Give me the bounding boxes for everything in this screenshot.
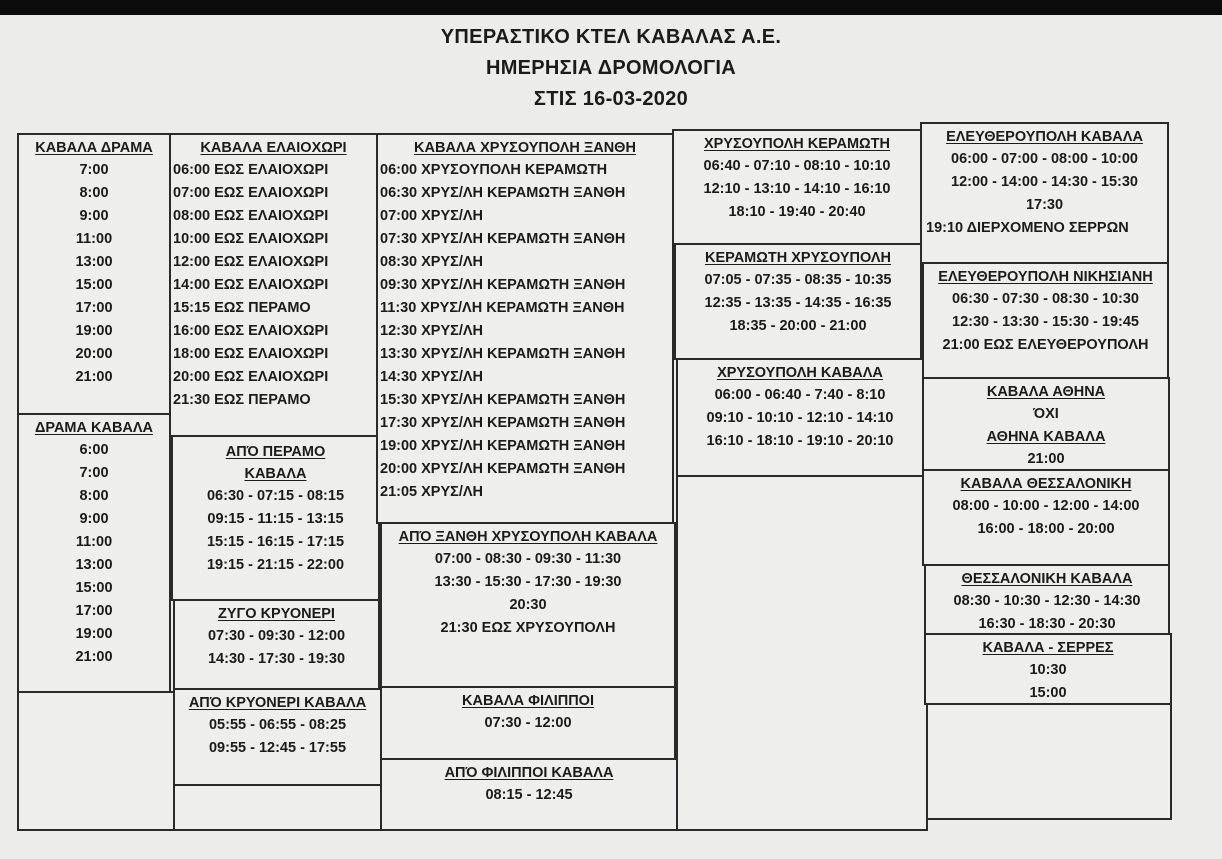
kavala-thessaloniki-section: [922, 469, 1170, 566]
section-title: ΚΕΡΑΜΩΤΗ ΧΡΥΣΟΥΠΟΛΗ: [704, 250, 892, 266]
section-title: ΑΠΌ ΦΙΛΙΠΠΟΙ ΚΑΒΑΛΑ: [444, 765, 614, 781]
empty-cell: [926, 703, 1172, 820]
time-list: 7:00 8:00 9:00 11:00 13:00 15:00 17:00 19:00 20:00 21:00: [75, 162, 113, 385]
company-name: ΥΠΕΡΑΣΤΙΚΟ ΚΤΕΛ ΚΑΒΑΛΑΣ Α.Ε.: [440, 26, 782, 48]
empty-cell: [17, 691, 175, 831]
document-title: ΗΜΕΡΗΣΙΑ ΔΡΟΜΟΛΟΓΙΑ: [485, 57, 737, 79]
krioneri-kavala-section: [173, 688, 382, 786]
section-title: ΚΑΒΑΛΑ ΘΕΣΣΑΛΟΝΙΚΗ: [960, 476, 1132, 492]
empty-cell: [173, 784, 382, 831]
time-list: 08:15 - 12:45: [485, 787, 573, 803]
drama-kavala-section: [17, 413, 171, 693]
kavala-drama-section: [17, 133, 171, 415]
section-title: ΔΡΑΜΑ ΚΑΒΑΛΑ: [34, 420, 154, 436]
time-list: 06:00 - 07:00 - 08:00 - 10:00 12:00 - 14:00 - 14:30 - 15:30 17:30: [951, 151, 1138, 213]
time-list: 6:00 7:00 8:00 9:00 11:00 13:00 15:00 17:00 19:00 21:00: [75, 442, 113, 665]
time-list: 08:00 - 10:00 - 12:00 - 14:00 16:00 - 18:00 - 20:00: [952, 498, 1140, 537]
time-list: 07:05 - 07:35 - 08:35 - 10:35 12:35 - 13:35 - 14:35 - 16:35 18:35 - 20:00 - 21:00: [704, 272, 892, 334]
time-value: 21:00: [1027, 451, 1065, 467]
section-title: ΚΑΒΑΛΑ ΔΡΑΜΑ: [35, 140, 153, 156]
zygo-krioneri-section: [173, 599, 380, 690]
section-subtitle: ΚΑΒΑΛΑ: [244, 466, 307, 482]
section-title: ΚΑΒΑΛΑ ΑΘΗΝΑ: [986, 384, 1106, 400]
section-title: ΑΠΌ ΠΕΡΑΜΟ: [225, 444, 326, 460]
peramo-kavala-section: [171, 435, 380, 601]
empty-cell: [676, 475, 928, 831]
keramoti-chrysoupoli-section: [674, 243, 922, 360]
section-title: ΚΑΒΑΛΑ ΧΡΥΣΟΥΠΟΛΗ ΞΑΝΘΗ: [414, 140, 636, 156]
section-title: ΕΛΕΥΘΕΡΟΥΠΟΛΗ ΚΑΒΑΛΑ: [946, 129, 1143, 145]
time-list: 05:55 - 06:55 - 08:25 09:55 - 12:45 - 17:55: [208, 717, 347, 756]
departure-list: 06:00 ΕΩΣ ΕΛΑΙΟΧΩΡΙ 07:00 ΕΩΣ ΕΛΑΙΟΧΩΡΙ 08:00 ΕΩΣ ΕΛΑΙΟΧΩΡΙ 10:00 ΕΩΣ ΕΛΑΙΟΧΩΡΙ 12:00 ΕΩΣ ΕΛΑΙΟΧΩΡΙ 14:00 ΕΩΣ ΕΛΑΙΟΧΩΡΙ 15:15 ΕΩΣ ΠΕΡΑΜΟ 16:00 ΕΩΣ ΕΛΑΙΟΧΩΡΙ 18:00 ΕΩΣ ΕΛΑΙΟΧΩΡΙ 20:00 ΕΩΣ ΕΛΑΙΟΧΩΡΙ 21:30 ΕΩΣ ΠΕΡΑΜΟ: [173, 162, 329, 408]
time-list: 06:00 - 06:40 - 7:40 - 8:10 09:10 - 10:10 - 12:10 - 14:10 16:10 - 18:10 - 19:10 - 20:10: [706, 387, 894, 449]
filippoi-kavala-section: [380, 758, 678, 831]
section-title: ΚΑΒΑΛΑ - ΣΕΡΡΕΣ: [982, 640, 1114, 656]
time-list: 07:30 - 12:00: [484, 715, 572, 731]
section-title: ΑΠΌ ΚΡΥΟΝΕΡΙ ΚΑΒΑΛΑ: [188, 695, 367, 711]
section-title: ΖΥΓΟ ΚΡΥΟΝΕΡΙ: [218, 606, 335, 622]
time-list: 08:30 - 10:30 - 12:30 - 14:30 16:30 - 18:30 - 20:30: [953, 593, 1141, 632]
extra-departure: 19:10 ΔΙΕΡΧΟΜΕΝΟ ΣΕΡΡΩΝ: [926, 220, 1129, 236]
no-service-note: ΌΧΙ: [1033, 406, 1059, 422]
section-title: ΚΑΒΑΛΑ ΕΛΑΙΟΧΩΡΙ: [200, 140, 347, 156]
section-title: ΧΡΥΣΟΥΠΟΛΗ ΚΕΡΑΜΩΤΗ: [703, 136, 891, 152]
time-list: 07:30 - 09:30 - 12:00 14:30 - 17:30 - 19:30: [207, 628, 346, 667]
eleftheroupoli-kavala-section: [920, 122, 1169, 264]
time-list: 06:30 - 07:30 - 08:30 - 10:30 12:30 - 13:30 - 15:30 - 19:45 21:00 ΕΩΣ ΕΛΕΥΘΕΡΟΥΠΟΛΗ: [942, 291, 1149, 353]
document-date: ΣΤΙΣ 16-03-2020: [533, 88, 689, 110]
section-title: ΧΡΥΣΟΥΠΟΛΗ ΚΑΒΑΛΑ: [717, 365, 883, 381]
xanthi-chrysoupoli-kavala-section: [380, 522, 676, 688]
section-title: ΚΑΒΑΛΑ ΦΙΛΙΠΠΟΙ: [462, 693, 594, 709]
time-list: 07:00 - 08:30 - 09:30 - 11:30 13:30 - 15:30 - 17:30 - 19:30 20:30 21:30 ΕΩΣ ΧΡΥΣΟΥΠΟΛΗ: [434, 551, 622, 636]
kavala-athina-section: [922, 377, 1170, 471]
eleftheroupoli-nikisiani-section: [922, 262, 1169, 379]
chrysoupoli-keramoti-section: [672, 129, 922, 245]
thessaloniki-kavala-section: [924, 564, 1170, 635]
section-title: ΕΛΕΥΘΕΡΟΥΠΟΛΗ ΝΙΚΗΣΙΑΝΗ: [938, 269, 1153, 285]
chrysoupoli-kavala-section: [676, 358, 924, 477]
kavala-elaiochori-section: [169, 133, 378, 437]
kavala-chrysoupoli-xanthi-section: [376, 133, 674, 524]
departure-list: 06:00 ΧΡΥΣΟΥΠΟΛΗ ΚΕΡΑΜΩΤΗ 06:30 ΧΡΥΣ/ΛΗ ΚΕΡΑΜΩΤΗ ΞΑΝΘΗ 07:00 ΧΡΥΣ/ΛΗ 07:30 ΧΡΥΣ/ΛΗ ΚΕΡΑΜΩΤΗ ΞΑΝΘΗ 08:30 ΧΡΥΣ/ΛΗ 09:30 ΧΡΥΣ/ΛΗ ΚΕΡΑΜΩΤΗ ΞΑΝΘΗ 11:30 ΧΡΥΣ/ΛΗ ΚΕΡΑΜΩΤΗ ΞΑΝΘΗ 12:30 ΧΡΥΣ/ΛΗ 13:30 ΧΡΥΣ/ΛΗ ΚΕΡΑΜΩΤΗ ΞΑΝΘΗ 14:30 ΧΡΥΣ/ΛΗ 15:30 ΧΡΥΣ/ΛΗ ΚΕΡΑΜΩΤΗ ΞΑΝΘΗ 17:30 ΧΡΥΣ/ΛΗ ΚΕΡΑΜΩΤΗ ΞΑΝΘΗ 19:00 ΧΡΥΣ/ΛΗ ΚΕΡΑΜΩΤΗ ΞΑΝΘΗ 20:00 ΧΡΥΣ/ΛΗ ΚΕΡΑΜΩΤΗ ΞΑΝΘΗ 21:05 ΧΡΥΣ/ΛΗ: [380, 162, 626, 500]
section-title: ΘΕΣΣΑΛΟΝΙΚΗ ΚΑΒΑΛΑ: [961, 571, 1133, 587]
kavala-filippoi-section: [380, 686, 676, 760]
section-title: ΑΠΌ ΞΑΝΘΗ ΧΡΥΣΟΥΠΟΛΗ ΚΑΒΑΛΑ: [398, 529, 658, 545]
section-subtitle: ΑΘΗΝΑ ΚΑΒΑΛΑ: [986, 429, 1106, 445]
bottom-border: [17, 829, 928, 831]
time-list: 06:30 - 07:15 - 08:15 09:15 - 11:15 - 13:15 15:15 - 16:15 - 17:15 19:15 - 21:15 - 22:00: [206, 488, 345, 573]
time-list: 06:40 - 07:10 - 08:10 - 10:10 12:10 - 13:10 - 14:10 - 16:10 18:10 - 19:40 - 20:40: [703, 158, 891, 220]
time-list: 10:30 15:00: [1029, 662, 1067, 701]
kavala-serres-section: [924, 633, 1172, 705]
